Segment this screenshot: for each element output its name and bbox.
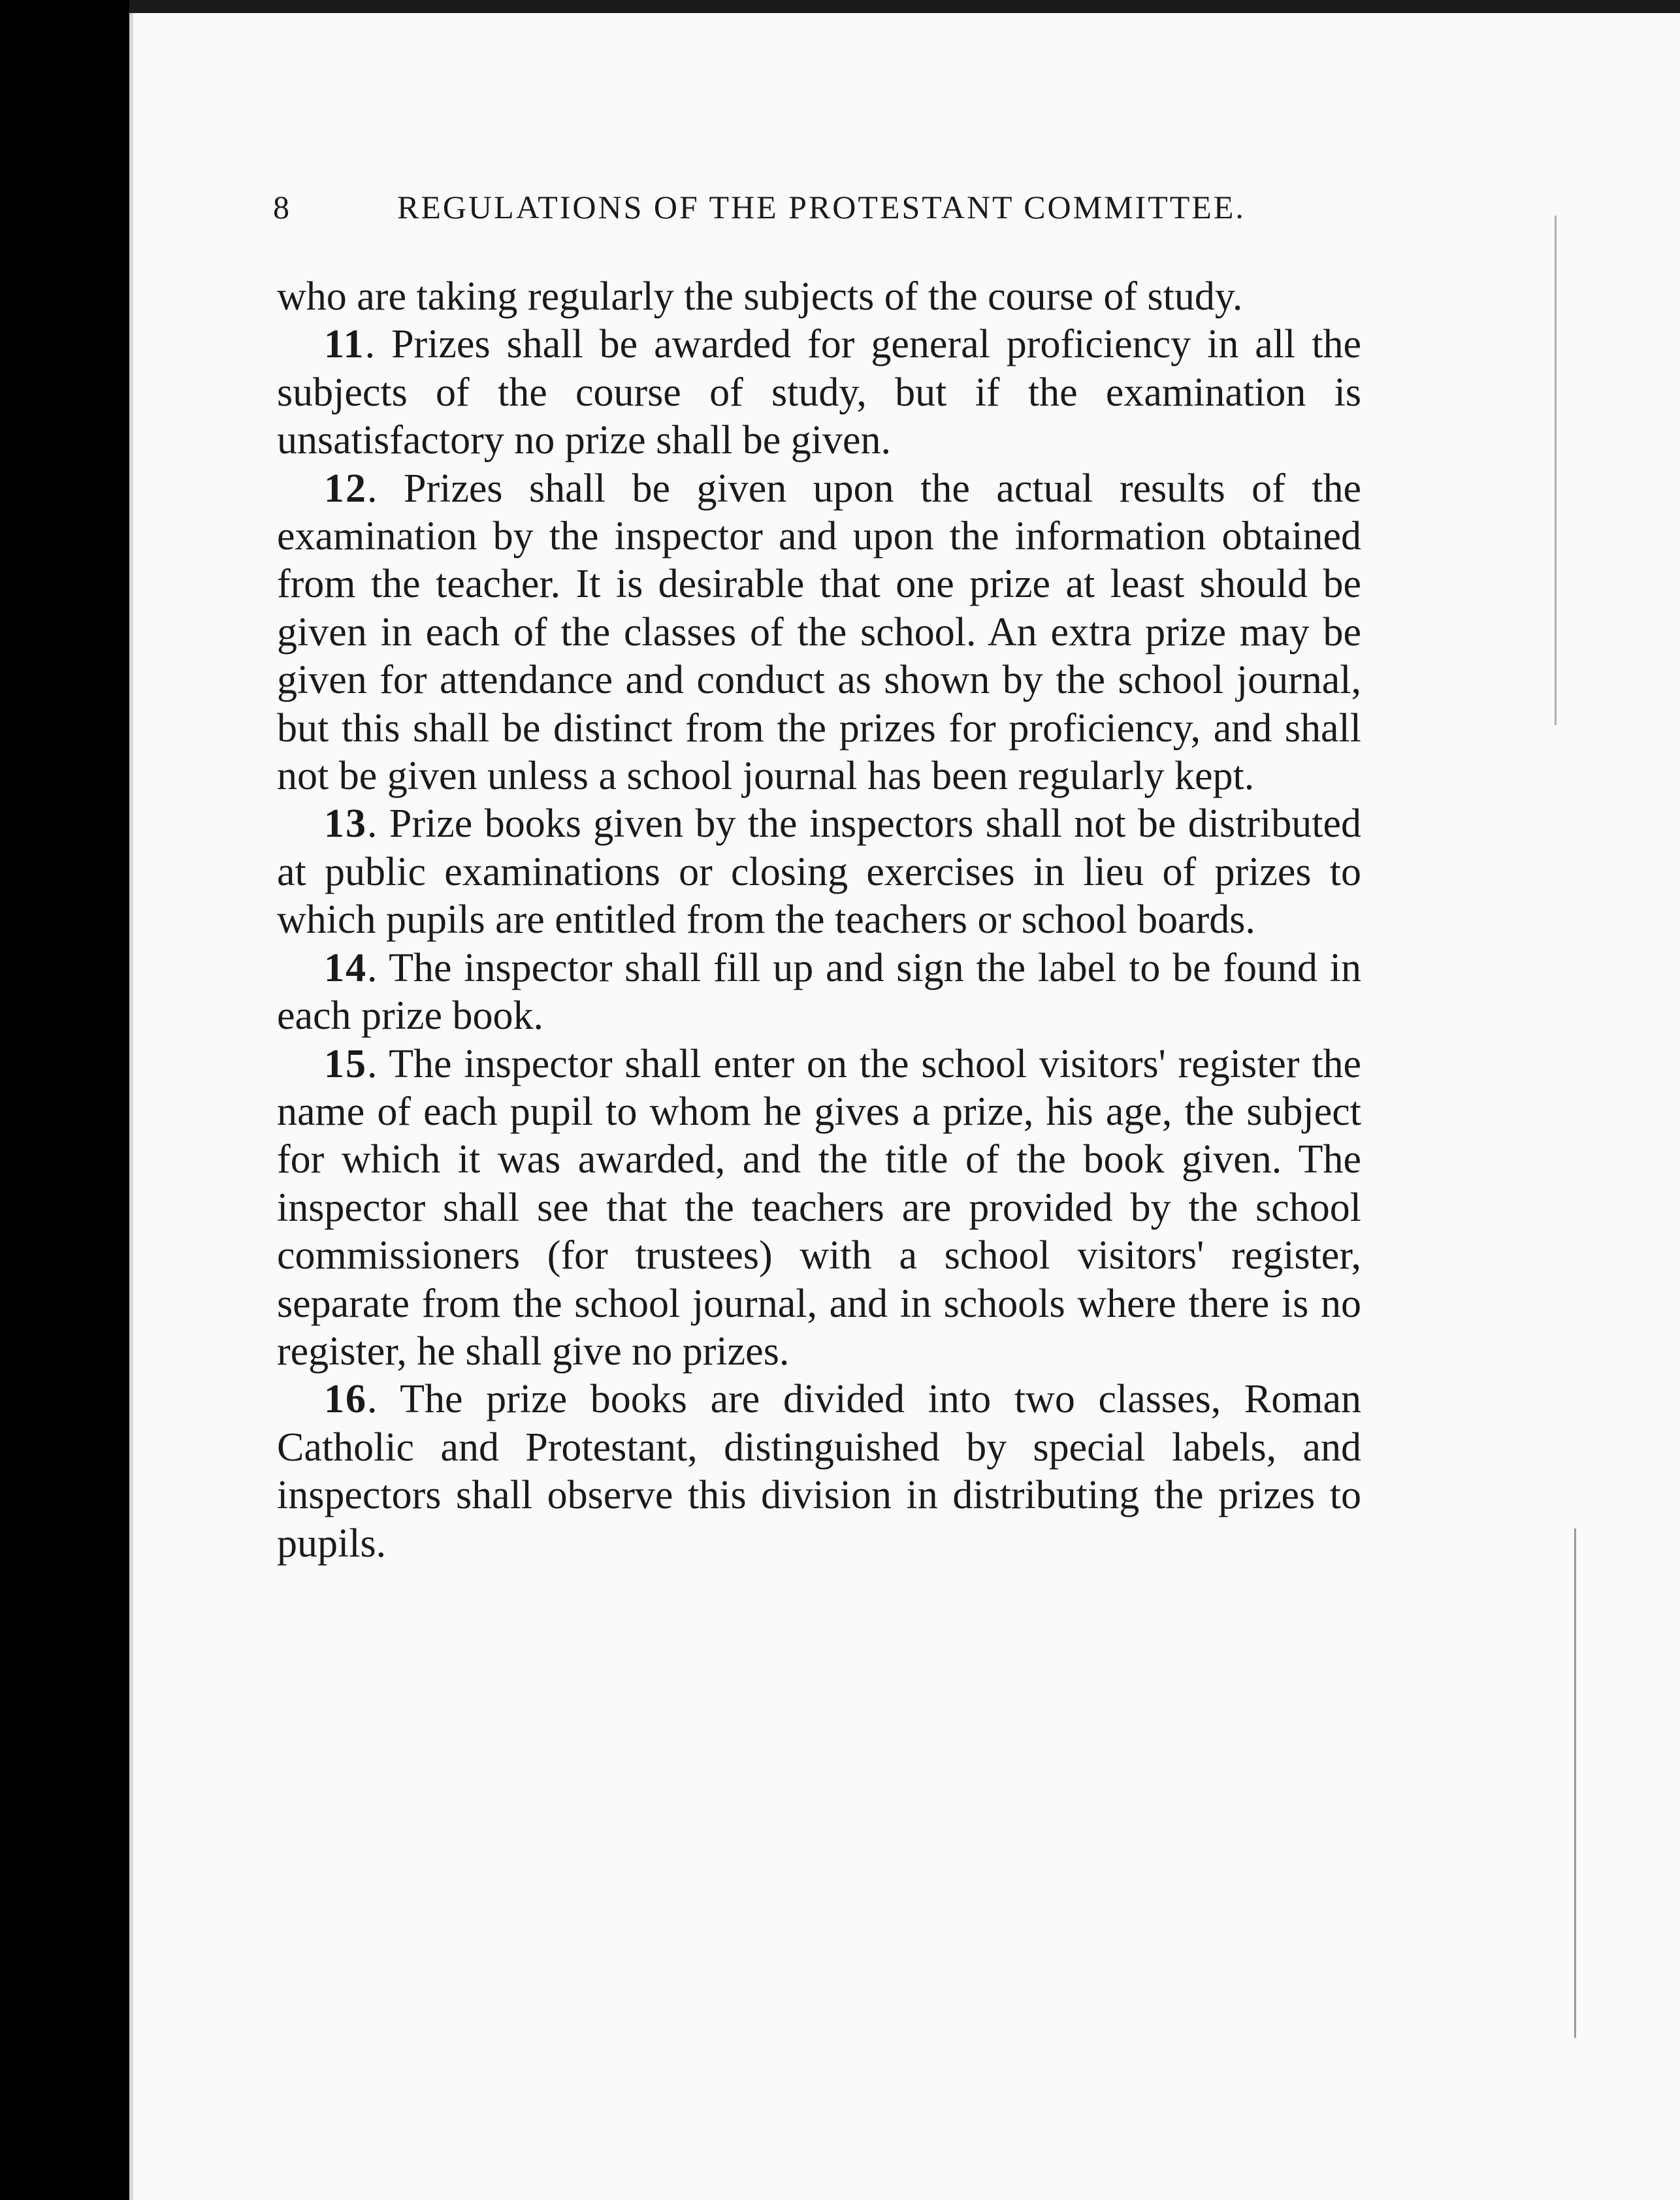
paragraph-text: Prizes shall be awarded for general proficiency in all the subjects of the course of study, but if the examination is unsatisfactory no prize shall be given. xyxy=(277,322,1361,463)
paragraph-number: 16 xyxy=(324,1377,367,1422)
running-head-title: REGULATIONS OF THE PROTESTANT COMMITTEE. xyxy=(397,189,1246,225)
paragraph-11 xyxy=(277,321,1361,464)
paragraph-text: The inspector shall enter on the school visitors' register the name of each pupil to whom he gives a prize, his age, the subject for which it was awarded, and the title of the book given. The inspector shall see that the teachers are provided by the school commissioners (for trustees) with a school visitors' register, separate from the school journal, and in schools where there is no register, he shall give no prizes. xyxy=(277,1041,1361,1374)
scan-border-left xyxy=(0,0,129,2200)
paragraph-text: The prize books are divided into two classes, Roman Catholic and Protestant, distinguished by special labels, and inspectors shall observe this division in distributing the prizes to pupils. xyxy=(277,1377,1361,1566)
paragraph-text: The inspector shall fill up and sign the label to be found in each prize book. xyxy=(277,945,1361,1039)
paragraph-16 xyxy=(277,1376,1361,1568)
page-number: 8 xyxy=(273,189,291,225)
paragraph-15 xyxy=(277,1041,1361,1376)
scan-border-top xyxy=(129,0,1680,13)
paragraph-number: 11 xyxy=(324,322,365,367)
paragraph-number-period: . xyxy=(367,466,404,511)
paragraph-text: Prizes shall be given upon the actual results of the examination by the inspector and upon the information obtained from the teacher. It is desirable that one prize at least should be given in each of the classes of the school. An extra prize may be given for attendance and conduct as shown by the school journal, but this shall be distinct from the prizes for proficiency, and shall not be given unless a school journal has been regularly kept. xyxy=(277,466,1361,799)
paragraph-number: 13 xyxy=(324,801,367,847)
paragraph-text: Prize books given by the inspectors shall not be distributed at public examinations or closing exercises in lieu of prizes to which pupils are entitled from the teachers or school boards. xyxy=(277,801,1361,943)
body-text xyxy=(277,273,1361,1568)
paragraph-number: 15 xyxy=(324,1041,367,1086)
page-edge-mark xyxy=(1555,216,1560,725)
paragraph-13 xyxy=(277,800,1361,944)
running-head xyxy=(273,188,1272,227)
paragraph-14 xyxy=(277,945,1361,1041)
paragraph-number-period: . xyxy=(367,1041,389,1086)
paragraph-number: 14 xyxy=(324,945,367,990)
paragraph-number-period: . xyxy=(367,945,389,990)
paragraph-number: 12 xyxy=(324,466,367,511)
paragraph-number-period: . xyxy=(367,1377,400,1422)
paragraph-12 xyxy=(277,465,1361,801)
paragraph-continuation xyxy=(277,273,1361,321)
paragraph-number-period: . xyxy=(364,322,392,367)
page-edge-mark xyxy=(1574,1529,1580,2038)
paragraph-number-period: . xyxy=(367,801,389,847)
paragraph-text: who are taking regularly the subjects of the course of study. xyxy=(277,274,1243,319)
